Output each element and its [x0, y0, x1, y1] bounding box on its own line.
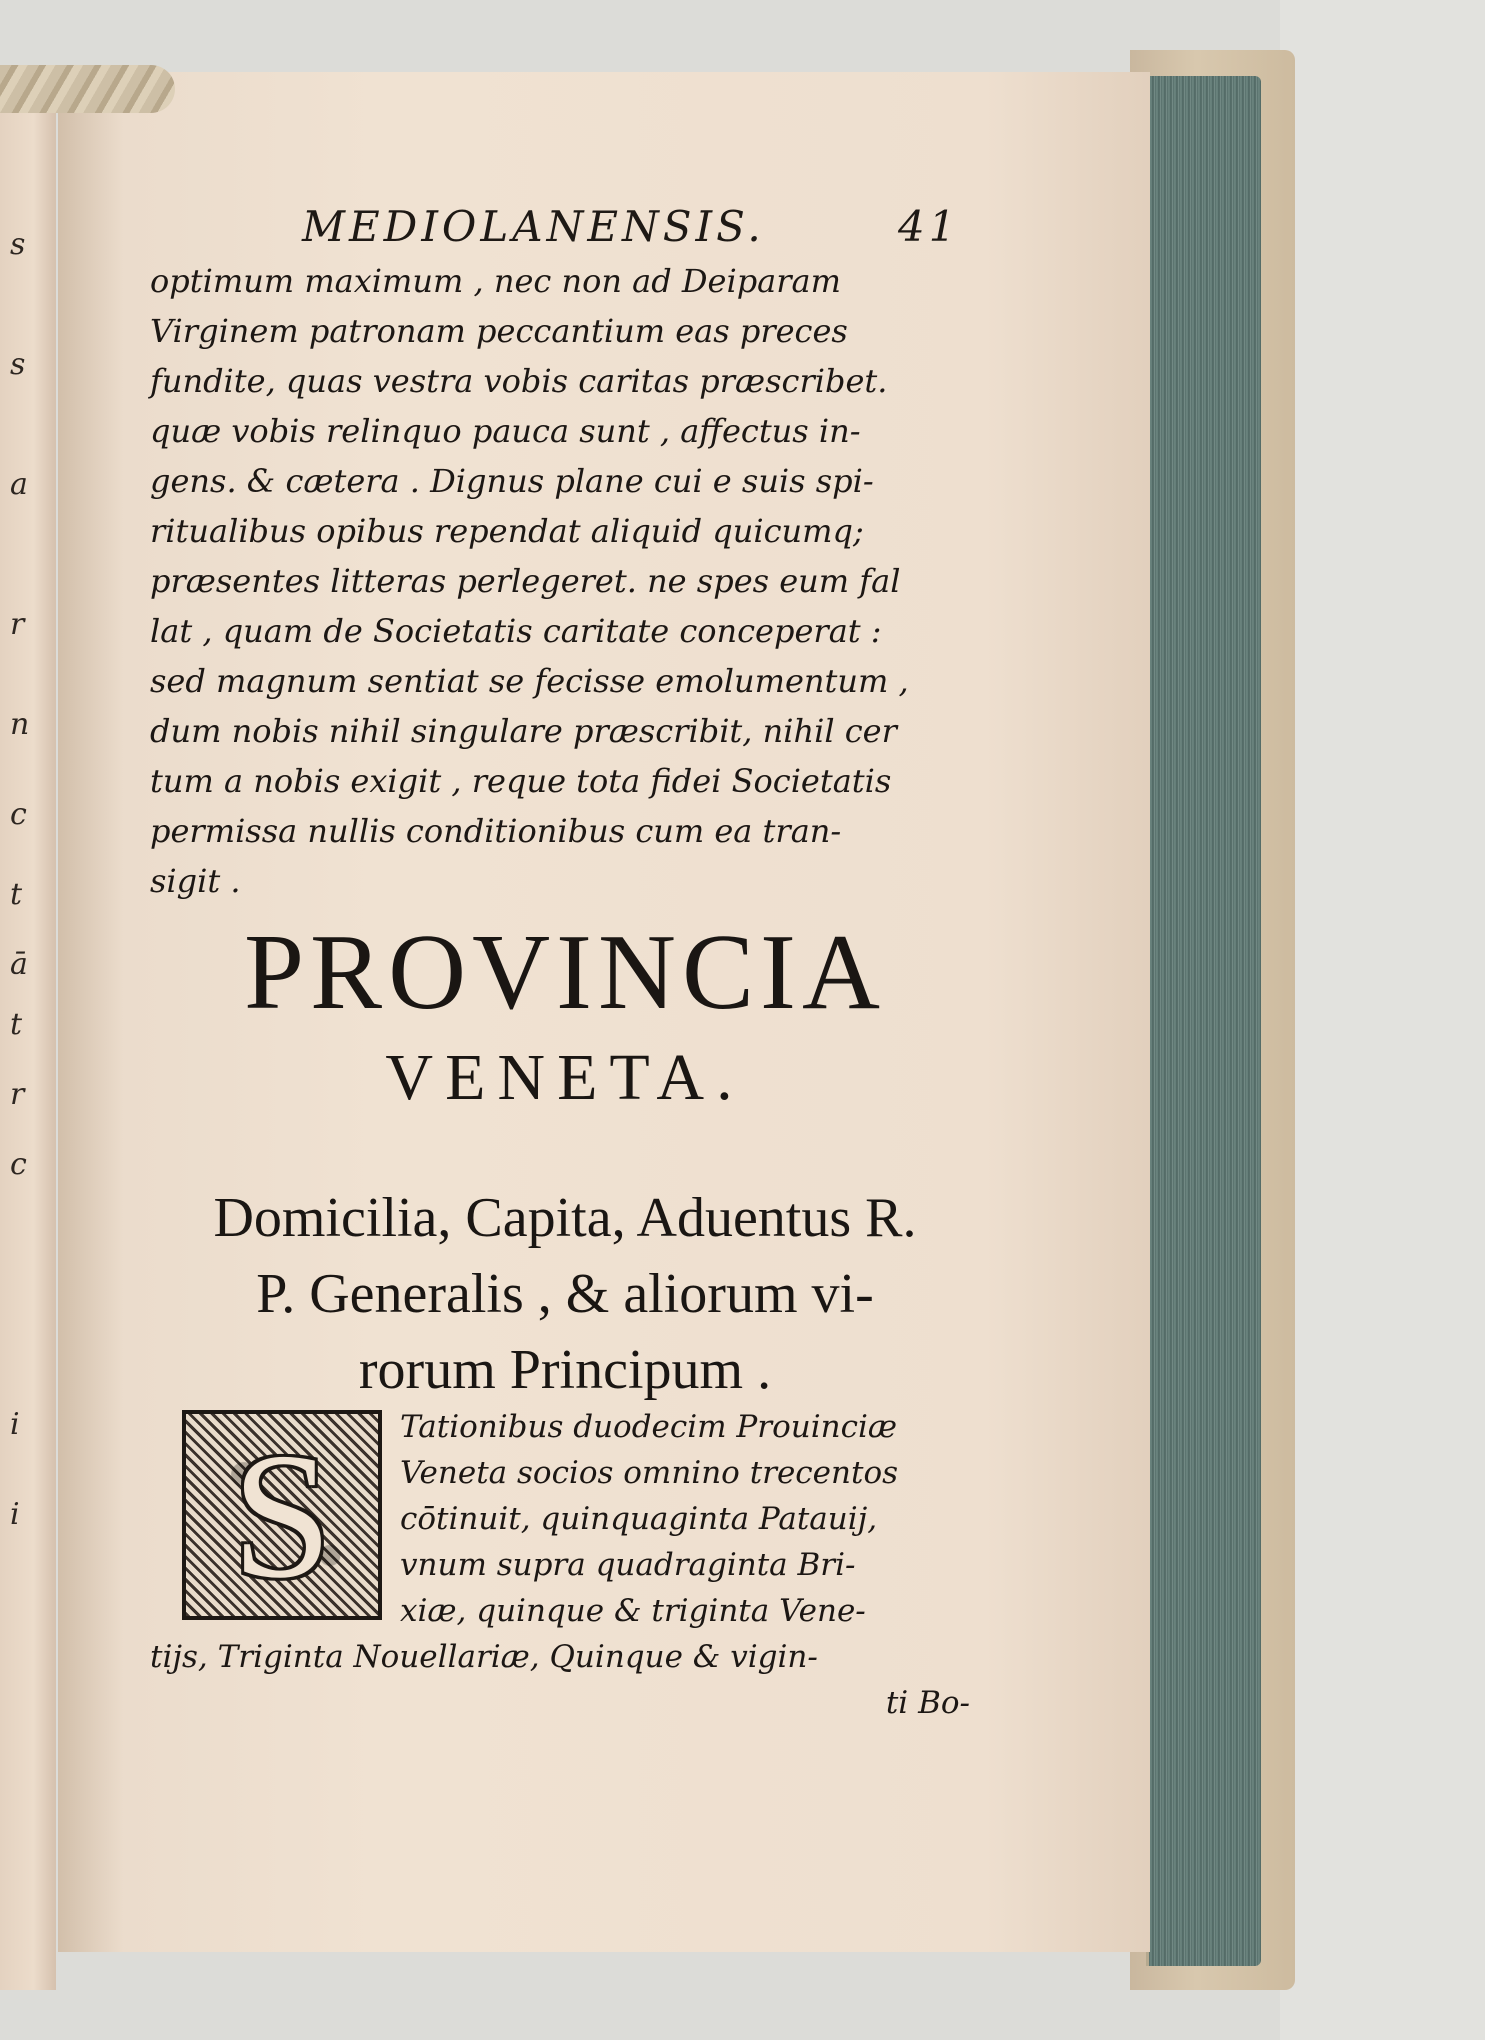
- margin-letter: s: [10, 347, 26, 382]
- decorated-initial: [182, 1410, 382, 1620]
- text-line: sigit .: [150, 862, 241, 900]
- text-line: tijs, Triginta Nouellariæ, Quinque & vigin-: [150, 1639, 818, 1675]
- margin-letter: s: [10, 227, 26, 262]
- text-line: gens. & cætera . Dignus plane cui e suis spi-: [150, 462, 874, 500]
- margin-letter: t: [10, 1007, 23, 1042]
- text-line: Veneta socios omnino trecentos: [400, 1455, 899, 1491]
- paragraph-continuation: [150, 1634, 990, 1680]
- margin-letter: i: [10, 1497, 20, 1532]
- margin-letter: t: [10, 877, 23, 912]
- text-line: lat , quam de Societatis caritate conceperat :: [150, 612, 882, 650]
- margin-letter: r: [10, 607, 25, 642]
- text-line: dum nobis nihil singulare præscribit, nihil cer: [150, 712, 897, 750]
- text-line: præsentes litteras perlegeret. ne spes eum fal: [150, 562, 901, 600]
- text-line: fundite, quas vestra vobis caritas præscribet.: [150, 362, 888, 400]
- page-header: [232, 202, 992, 262]
- background-right: [1280, 0, 1485, 2040]
- left-page-margin-letters: [2, 227, 46, 1730]
- section-subtitle: [150, 1180, 980, 1408]
- text-line: Tationibus duodecim Prouinciæ: [400, 1409, 898, 1445]
- section-title-province: VENETA.: [385, 1041, 745, 1114]
- text-line: sed magnum sentiat se fecisse emolumentum ,: [150, 662, 909, 700]
- body-paragraph: [150, 256, 980, 906]
- margin-letter: n: [10, 707, 30, 742]
- margin-letter: r: [10, 1077, 25, 1112]
- page-number: 41: [898, 202, 960, 251]
- text-line: permissa nullis conditionibus cum ea tran-: [150, 812, 842, 850]
- text-line: quæ vobis relinquo pauca sunt , affectus in-: [150, 412, 861, 450]
- margin-letter: i: [10, 1407, 20, 1442]
- text-line: optimum maximum , nec non ad Deiparam: [150, 262, 841, 300]
- catchword: ti Bo-: [885, 1685, 970, 1721]
- paragraph-beside-initial: [400, 1404, 990, 1634]
- margin-letter: c: [10, 797, 27, 832]
- section-title: PROVINCIA: [243, 913, 887, 1032]
- subtitle-line: Domicilia, Capita, Aduentus R.: [213, 1187, 917, 1249]
- text-line: cōtinuit, quinquaginta Patauij,: [400, 1501, 878, 1537]
- bookmark-cord: [0, 65, 175, 113]
- margin-letter: a: [10, 467, 28, 502]
- running-head: MEDIOLANENSIS.: [302, 202, 765, 251]
- margin-letter: ā: [10, 947, 28, 982]
- text-line: Virginem patronam peccantium eas preces: [150, 312, 848, 350]
- decorated-initial-letter: S: [231, 1415, 333, 1615]
- subtitle-line: rorum Principum .: [358, 1339, 772, 1401]
- page-fore-edge: [1146, 76, 1261, 1966]
- text-line: vnum supra quadraginta Bri-: [400, 1547, 856, 1583]
- margin-letter: c: [10, 1147, 27, 1182]
- text-line: tum a nobis exigit , reque tota fidei Societatis: [150, 762, 892, 800]
- text-line: xiæ, quinque & triginta Vene-: [400, 1593, 866, 1629]
- text-line: ritualibus opibus rependat aliquid quicumq;: [150, 512, 864, 550]
- subtitle-line: P. Generalis , & aliorum vi-: [256, 1263, 874, 1325]
